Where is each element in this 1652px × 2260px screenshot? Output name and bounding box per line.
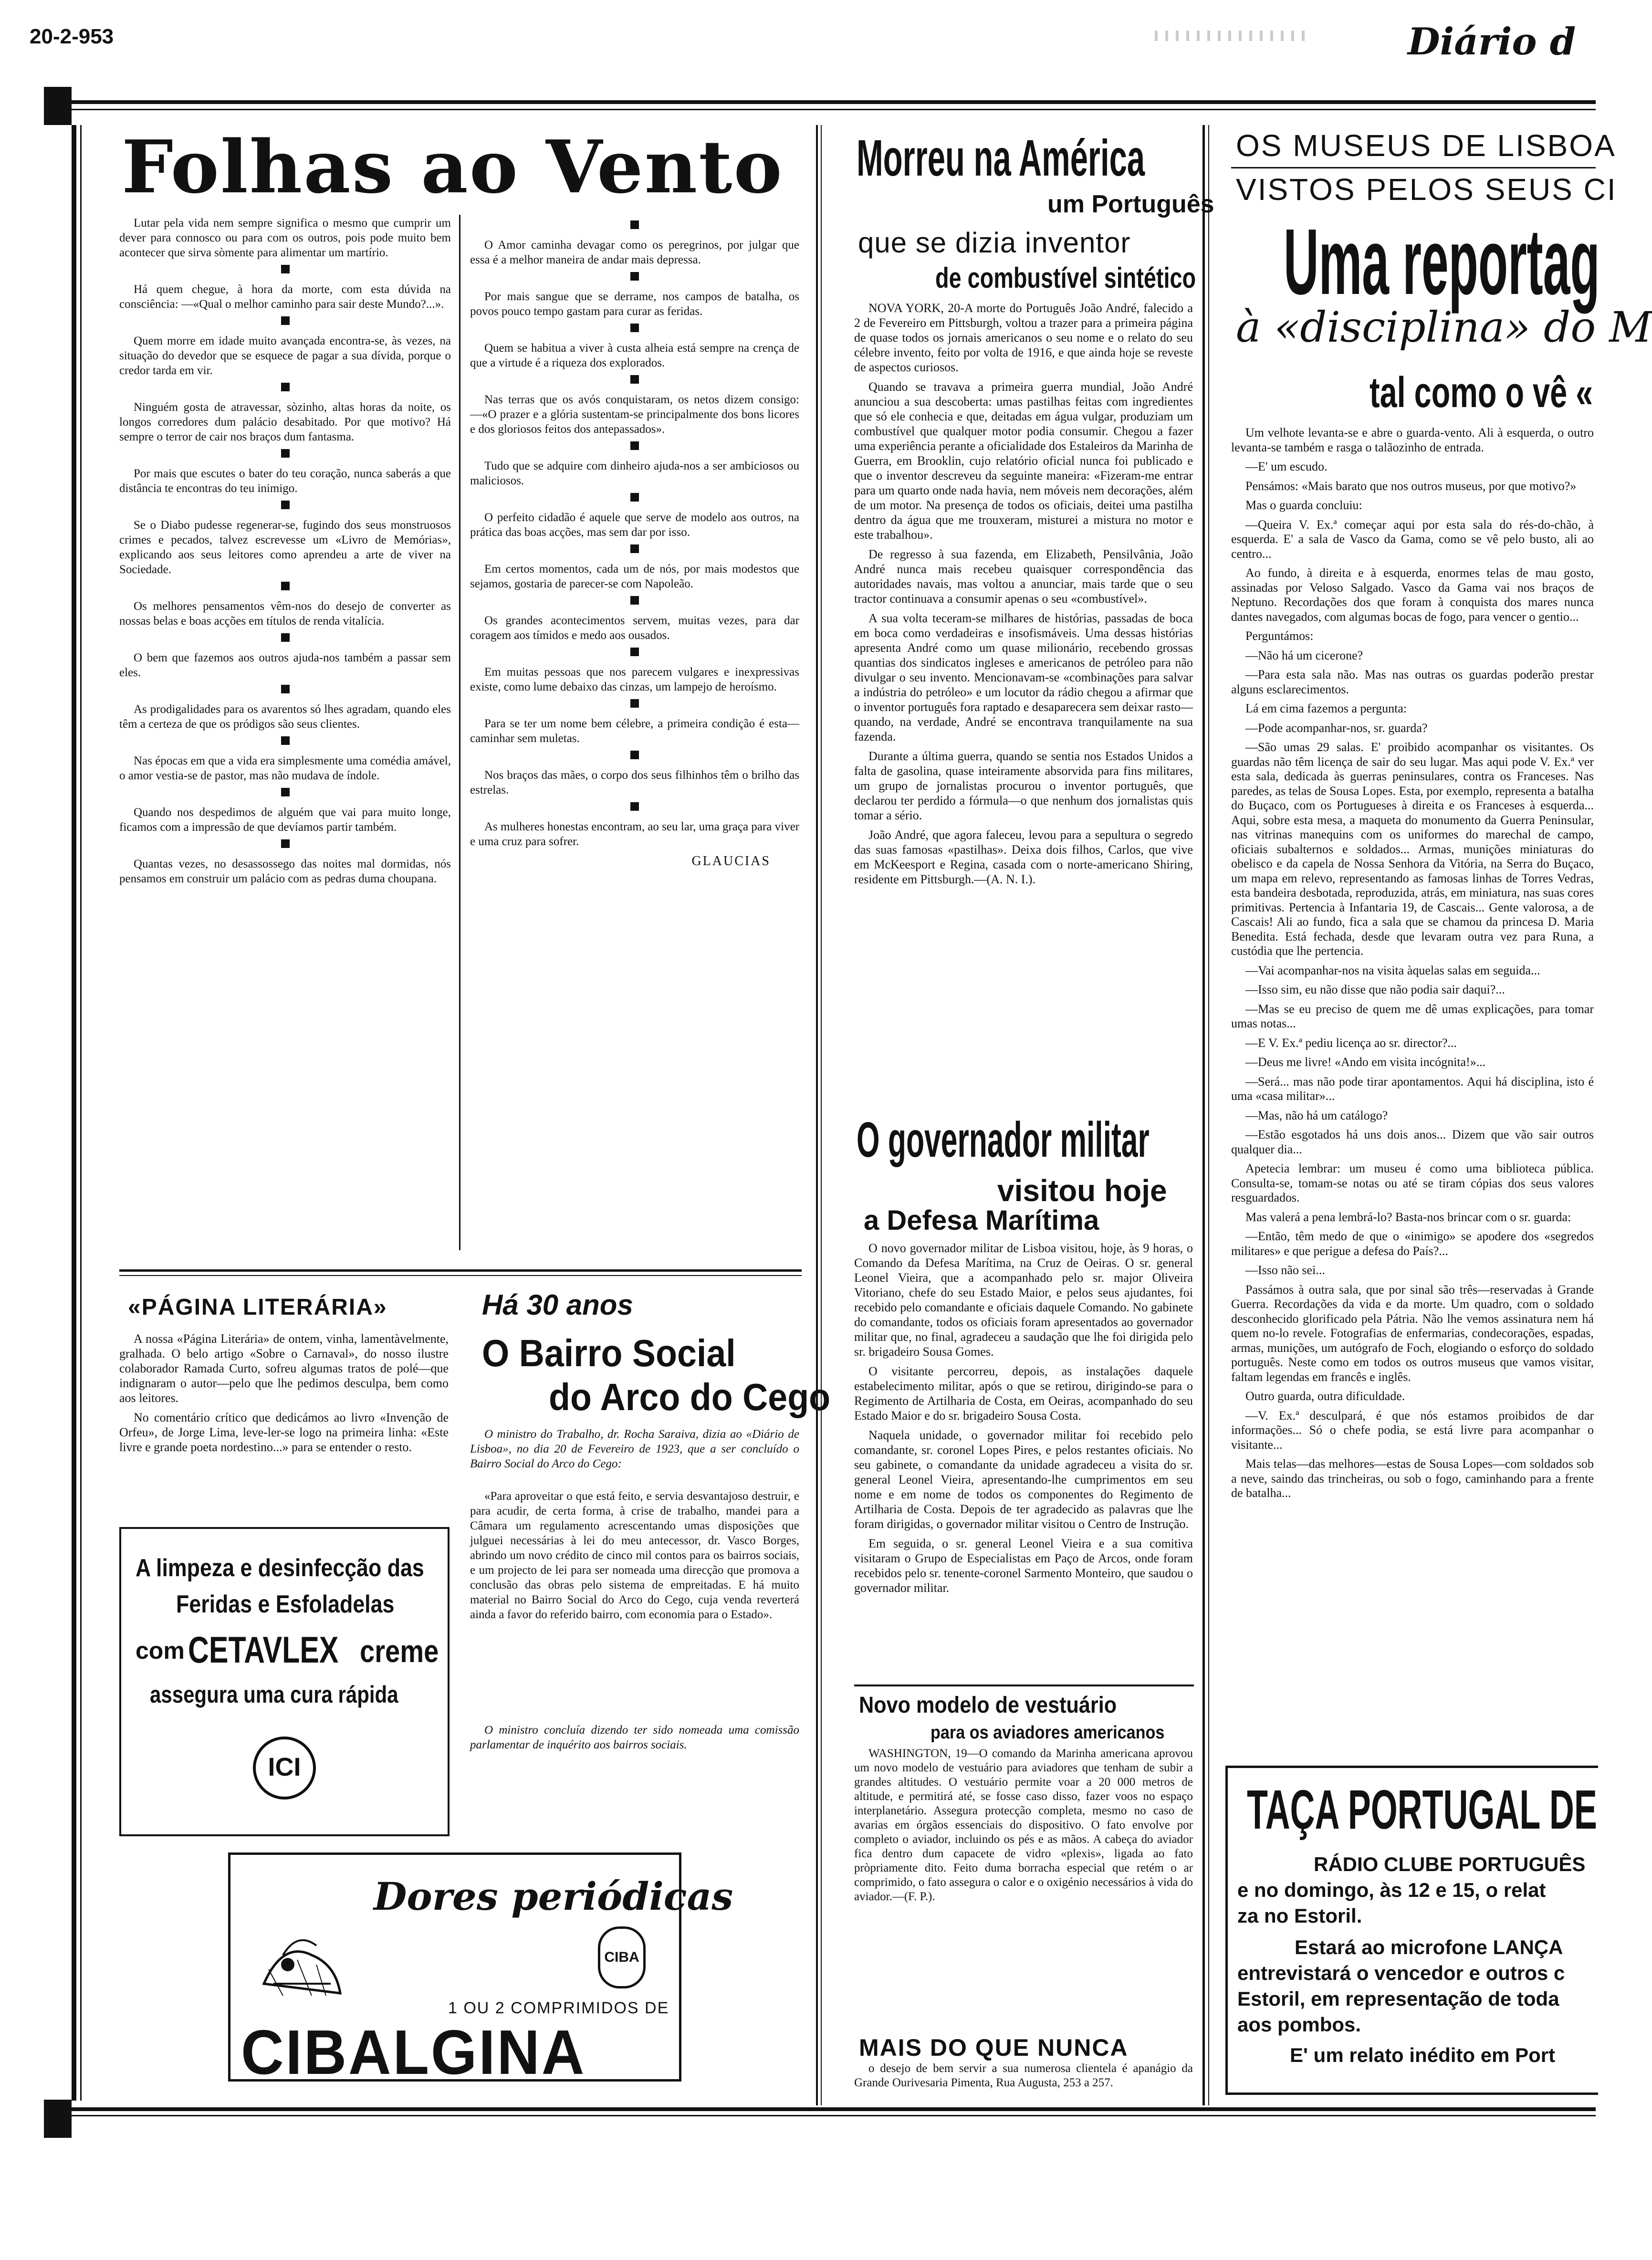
page-date: 20-2-953 xyxy=(30,25,114,48)
museus-paragraph: —V. Ex.ª desculpará, é que nós estamos proibidos de dar informações... Só o chefe podia, se está livre para acompanhar o visitante... xyxy=(1231,1408,1594,1452)
taca-line: RÁDIO CLUBE PORTUGUÊS xyxy=(1314,1853,1586,1875)
morreu-paragraph: Durante a última guerra, quando se sentia nos Estados Unidos a falta de gasolina, quase inteiramente absorvida para fins militares, um grupo de jornalistas procurou o inventor português, que declarou ter perdido a fórmula—o que nenhum dos jornalistas quis tomar a sério. xyxy=(854,749,1193,822)
morreu-paragraph: João André, que agora faleceu, levou para a sepultura o segredo das suas famosas «pastilhas». Deixa dois filhos, Carlos, que vive em McKeesport e Regina, casada com o norte-americano Shiring, residente em Pittsburgh.—(A. N. I.). xyxy=(854,828,1193,886)
trinta-quote xyxy=(470,1489,799,1627)
vestuario-subtitle: para os aviadores americanos xyxy=(931,1723,1165,1743)
governador-title: O governador militar xyxy=(857,1112,1150,1168)
museus-paragraph: —Para esta sala não. Mas nas outras os guardas poderão prestar alguns esclarecimentos. xyxy=(1231,668,1594,696)
governador-subtitle: visitou hoje xyxy=(997,1173,1167,1208)
vestuario-title: Novo modelo de vestuário xyxy=(859,1693,1117,1718)
trinta-kicker: Há 30 anos xyxy=(482,1289,633,1321)
governador-subtitle: a Defesa Marítima xyxy=(864,1205,1099,1236)
taca-line: e no domingo, às 12 e 15, o relat xyxy=(1237,1879,1546,1901)
bottom-rule-thin xyxy=(72,2115,1596,2116)
museus-paragraph: —Vai acompanhar-nos na visita àquelas salas em seguida... xyxy=(1245,963,1540,977)
museus-body xyxy=(1231,426,1594,1506)
cibalgina-script: Dores periódicas xyxy=(374,1874,733,1919)
folhas-paragraph: Por mais que escutes o bater do teu coração, nunca saberás a que distância te encontras do teu inimigo. xyxy=(119,467,451,495)
folhas-paragraph: Ninguém gosta de atravessar, sòzinho, altas horas da noite, os longos corredores dum palácio desabitado. Por que motivo? Há sempre o terror de cair nos braços dum fantasma. xyxy=(119,401,451,443)
morreu-paragraph: NOVA YORK, 20-A morte do Português João André, falecido a 2 de Fevereiro em Pittsburgh, voltou a trazer para a primeira página de quase todos os jornais americanos o seu nome e o relato do seu célebre invento, feito por volta de 1916, e que ainda hoje se reveste de aspectos curiosos. xyxy=(854,301,1193,374)
square-bullet-icon xyxy=(281,685,290,693)
trinta-outro-text: O ministro concluía dizendo ter sido nomeada uma comissão parlamentar de inquérito aos bairros sociais. xyxy=(470,1724,799,1751)
folhas-paragraph: Nos braços das mães, o corpo dos seus filhinhos têm o brilho das estrelas. xyxy=(470,769,799,796)
square-bullet-icon xyxy=(281,383,290,391)
folhas-paragraph: Tudo que se adquire com dinheiro ajuda-nos a ser ambiciosos ou maliciosos. xyxy=(470,460,799,487)
morreu-subtitle: de combustível sintético xyxy=(935,262,1196,294)
morreu-paragraph: A sua volta teceram-se milhares de histórias, passadas de boca em boca como verdadeiras e insofismáveis. Uma dessas histórias apresenta André como um quase milionário, recebendo grossas quantias dos sindicatos ingleses e americanos de petróleo para não divulgar o seu invento. Mencionavam-se «combinações para salvar a indústria do petróleo» e um locutor da rádio chegou a afirmar que o inventor português fora raptado e desaparecera sem deixar rasto—quando, na verdade, André se encontrava tranquilamente na sua fazenda. xyxy=(854,611,1193,743)
museus-kicker: OS MUSEUS DE LISBOA xyxy=(1236,128,1616,163)
folhas-paragraph: Nas épocas em que a vida era simplesmente uma comédia amável, o amor vestia-se de pastor, mas não mudava de índole. xyxy=(119,754,451,782)
museus-paragraph: Mas o guarda concluiu: xyxy=(1245,498,1362,512)
morreu-paragraph: Quando se travava a primeira guerra mundial, João André anunciou a sua descoberta: umas pastilhas feitas com ingredientes que só ele conhecia e que, deitadas em água vulgar, produziam um combustível que qualquer motor podia consumir. Chegou a fazer uma experiência perante a oficialidade dos Estaleiros da Marinha de Guerra, em Brooklin, cujo relatório oficial nunca foi publicado e que o inventor descreveu da seguinte maneira: «Fizeram-me entrar para um quarto onde nada havia, nem móveis nem decorações, além de um motor. Na presença de todos os oficiais, deitei uma pastilha dentro da água que me trouxeram, misturei a mistura no motor e este trabalhou». xyxy=(854,380,1193,542)
folhas-paragraph: O Amor caminha devagar como os peregrinos, por julgar que essa é a melhor maneira de andar mais depressa. xyxy=(470,239,799,266)
cetavlex-ad xyxy=(119,1527,450,1836)
ciba-badge-icon: CIBA xyxy=(598,1926,646,1988)
museus-subtitle: tal como o vê « xyxy=(1370,369,1593,417)
left-border-line-thin xyxy=(80,125,82,2101)
taca-title: TAÇA PORTUGAL DE xyxy=(1247,1779,1597,1841)
folhas-paragraph: Por mais sangue que se derrame, nos campos de batalha, os povos pouco tempo gastam para curar as feridas. xyxy=(470,290,799,318)
folhas-paragraph: Os melhores pensamentos vêm-nos do desejo de converter as nossas belas e boas acções em títulos de renda vitalícia. xyxy=(119,600,451,628)
column-separator xyxy=(821,125,822,2105)
museus-paragraph: Mais telas—das melhores—estas de Sousa Lopes—com soldados sob a neve, saindo das trincheiras, ou sob o fogo, caminhando para a frente de batalha... xyxy=(1231,1457,1594,1500)
masthead-dots xyxy=(1155,31,1307,41)
museus-paragraph: —Será... mas não pode tirar apontamentos. Aqui há disciplina, isto é uma «casa militar»... xyxy=(1231,1074,1594,1103)
signature: GLAUCIAS xyxy=(691,854,771,868)
square-bullet-icon xyxy=(281,633,290,642)
folhas-paragraph: Quantas vezes, no desassossego das noites mal dormidas, nós pensamos em construir um palácio com as pedras duma choupana. xyxy=(119,858,451,885)
governador-paragraph: Naquela unidade, o governador militar foi recebido pelo comandante, sr. coronel Lopes Pires, e pelos restantes oficiais. No seu gabinete, o comandante da unidade agradeceu a visita do sr. general Leonel Vieira, apresentando-lhe cumprimentos em seu nome e em nome de todos os componentes do Regimento de Artilharia de Costa. Depois de ter agradecido as palavras que lhe foram dirigidas, o governador militar visitou o Centro de Instrução. xyxy=(854,1428,1193,1531)
square-bullet-icon xyxy=(630,493,639,502)
taca-line: aos pombos. xyxy=(1237,2013,1361,2036)
museus-paragraph: —Pode acompanhar-nos, sr. guarda? xyxy=(1245,721,1428,735)
taca-line: Estoril, em representação de toda xyxy=(1237,1988,1559,2010)
taca-line: za no Estoril. xyxy=(1237,1904,1362,1927)
square-bullet-icon xyxy=(630,324,639,332)
pagina-title: «PÁGINA LITERÁRIA» xyxy=(128,1295,387,1320)
square-bullet-icon xyxy=(630,220,639,229)
museus-paragraph: Lá em cima fazemos a pergunta: xyxy=(1245,701,1407,715)
museus-paragraph: Mas valerá a pena lembrá-lo? Basta-nos brincar com o sr. guarda: xyxy=(1245,1210,1571,1224)
museus-paragraph: —Mas, não há um catálogo? xyxy=(1245,1108,1388,1122)
morreu-subtitle: que se dizia inventor xyxy=(858,227,1131,259)
square-bullet-icon xyxy=(630,751,639,759)
museus-paragraph: Passámos à outra sala, que por sinal são três—reservadas à Grande Guerra. Recordações da vida e da morte. Um quadro, com o soldado desconhecido glorificado pela Pátria. Não lhe vemos assinatura nem há quem no-lo revele. Fotografias de enfermarias, condecorações, espadas, armas, munições, um autógrafo de Foch, elogiando o esforço do soldado português. Neste como em todos os outros museus que vamos visitar, faltam legendas em francês e inglês. xyxy=(1231,1282,1594,1384)
governador-paragraph: O visitante percorreu, depois, as instalações daquele estabelecimento militar, após o que se retirou, dirigindo-se para o Regimento de Artilharia de Costa, em Oeiras, acompanhado do seu Estado Maior e do sr. brigadeiro Sousa Costa. xyxy=(854,1364,1193,1423)
top-rule-thin xyxy=(72,109,1596,110)
museus-paragraph: —Estão esgotados há uns dois anos... Dizem que vão sair outros qualquer dia... xyxy=(1231,1128,1594,1156)
trinta-quote-text: «Para aproveitar o que está feito, e servia desvantajoso destruir, e para acudir, de certa forma, à crise de trabalho, mandei para a Câmara um regulamento acrescentando umas disposições que julguei necessárias à lei do meu antecessor, dr. Vasco Borges, abrindo um novo crédito de cinco mil contos para os bairros sociais, e um projecto de lei para ser nomeada uma direcção que promova a conclusão das obras pelo sistema de empreitadas. E há muito material no Bairro Social do Arco do Cego, cuja venda reverterá ainda a favor do referido bairro, com economia para o Estado». xyxy=(470,1490,799,1621)
mais-body xyxy=(854,2061,1193,2095)
museus-paragraph: —Deus me livre! «Ando em visita incógnita!»... xyxy=(1245,1055,1486,1069)
column-separator xyxy=(816,125,818,2105)
cetavlex-line: A limpeza e desinfecção das xyxy=(136,1554,424,1582)
taca-ad xyxy=(1225,1766,1598,2095)
section-rule xyxy=(119,1269,802,1272)
square-bullet-icon xyxy=(281,736,290,745)
museus-paragraph: —Mas se eu preciso de quem me dê umas explicações, para tomar umas notas... xyxy=(1231,1002,1594,1030)
museus-paragraph: Outro guarda, outra dificuldade. xyxy=(1245,1389,1405,1403)
folhas-col-1 xyxy=(119,216,451,891)
vestuario-paragraph: WASHINGTON, 19—O comando da Marinha americana aprovou um novo modelo de vestuário para aviadores que tenham de subir a grandes altitudes. O vestuário permite voar a 20 000 metros de altitude, e permitirá até, se fosse caso disso, fazer voos no espaço interplanetário. Assegura protecção completa, mesmo no caso de avarias em órgãos essenciais do dispositivo. O fato envolve por completo o aviador, incluindo os pés e as mãos. A cabeça do aviador fica dentro dum capacete de vidro «plexis», ligada ao fato pròpriamente dito. Feito duma borracha especial que retém o ar comprimido, o fato assegura o calor e o oxigénio necessários à vida do aviador.—(F. P.). xyxy=(854,1747,1193,1903)
masthead: Diário d xyxy=(1408,20,1576,63)
museus-paragraph: —E' um escudo. xyxy=(1245,460,1328,473)
folhas-paragraph: Em certos momentos, cada um de nós, por mais modestos que sejamos, gostaria de parecer-se com Napoleão. xyxy=(470,563,799,590)
trinta-title: O Bairro Social xyxy=(482,1332,736,1374)
square-bullet-icon xyxy=(281,839,290,848)
folhas-paragraph: Quando nos despedimos de alguém que vai para muito longe, ficamos com a impressão de que devíamos partir também. xyxy=(119,806,451,834)
folhas-paragraph: As mulheres honestas encontram, ao seu lar, uma graça para viver e uma cruz para sofrer. xyxy=(470,820,799,848)
museus-paragraph: Pensámos: «Mais barato que nos outros museus, por que motivo?» xyxy=(1245,479,1577,493)
square-bullet-icon xyxy=(281,582,290,590)
vestuario-body xyxy=(854,1747,1193,1909)
square-bullet-icon xyxy=(281,449,290,458)
museus-paragraph: —São umas 29 salas. E' proibido acompanhar os visitantes. Os guardas não têm licença de sair do seu lugar. Mas aqui pode V. Ex.ª ver esta sala, dedicada às guerras peninsulares, contra os Franceses. Nas paredes, as telas de Sousa Lopes. Esta, por exemplo, representa a batalha do Buçaco, com os Portugueses à direita e os Franceses à esquerda... Aqui, sobre esta mesa, a maqueta do monumento da Guerra Peninsular, nas vitrinas manequins com os uniformes do marechal de campo, oficiais subalternos e soldados... Armas, munições miniaturas do obelisco e da capela de Nossa Senhora da Vitória, na Serra do Buçaco, um mapa em relevo, representando as famosas linhas de Torres Vedras, esta bandeira desbotada, reproduzida, atrás, em miniatura, nas suas cores primitivas. Pertencia à Infantaria 19, de Cascais... Gente valorosa, a de Cascais! Ali ao fundo, fica a sala que se chamou da princesa D. Maria Benedita. Está fechada, desde que levaram outra vez para Runa, a custódia que lhe pertencia. xyxy=(1231,740,1594,958)
trinta-title: do Arco do Cego xyxy=(549,1376,831,1418)
square-bullet-icon xyxy=(630,272,639,281)
folhas-column-rule xyxy=(459,215,460,1250)
cibalgina-illustration xyxy=(254,1912,350,2008)
governador-body xyxy=(854,1241,1193,1600)
taca-line: Estará ao microfone LANÇA xyxy=(1295,1936,1563,1958)
museus-paragraph: —Não há um cicerone? xyxy=(1245,648,1363,662)
square-bullet-icon xyxy=(281,316,290,325)
museus-paragraph: —Queira V. Ex.ª começar aqui por esta sala do rés-do-chão, à esquerda. E' a sala de Vasco da Gama, como se vê pelo busto, ali ao centro... xyxy=(1231,517,1594,561)
folhas-paragraph: O perfeito cidadão é aquele que serve de modelo aos outros, na prática das boas acções, mas sem dar por isso. xyxy=(470,511,799,539)
morreu-subtitle: um Português xyxy=(1047,190,1214,218)
cetavlex-line: creme xyxy=(360,1633,439,1669)
cetavlex-brand: CETAVLEX xyxy=(188,1629,339,1671)
left-border-line xyxy=(72,125,76,2101)
folhas-paragraph: Os grandes acontecimentos servem, muitas vezes, para dar coragem aos tímidos e medo aos ousados. xyxy=(470,614,799,642)
folhas-paragraph: As prodigalidades para os avarentos só lhes agradam, quando eles têm a certeza de que os pródigos são seus clientes. xyxy=(119,703,451,731)
museus-paragraph: —Então, têm medo de que o «inimigo» se apodere dos «segredos militares» e que perigue a defesa do País?... xyxy=(1231,1229,1594,1258)
column-separator xyxy=(1208,125,1209,2105)
museus-rule xyxy=(1231,167,1596,168)
museus-paragraph: —E V. Ex.ª pediu licença ao sr. director?... xyxy=(1245,1036,1457,1050)
pagina-body xyxy=(119,1331,449,1459)
folhas-paragraph: Lutar pela vida nem sempre significa o mesmo que cumprir um dever para connosco ou para com os outros, pois pode muito bem acontecer que sirva sòmente para alimentar um martírio. xyxy=(119,217,451,259)
governador-paragraph: Em seguida, o sr. general Leonel Vieira e a sua comitiva visitaram o Grupo de Especialistas em Paço de Arcos, onde foram recebidos pelo sr. tenente-coronel Sarmento Monteiro, que saudou o governador militar. xyxy=(854,1537,1193,1595)
folhas-paragraph: O bem que fazemos aos outros ajuda-nos também a passar sem eles. xyxy=(119,651,451,679)
top-rule xyxy=(72,100,1596,104)
square-bullet-icon xyxy=(630,544,639,553)
governador-paragraph: O novo governador militar de Lisboa visitou, hoje, às 9 horas, o Comando da Defesa Marítima, na Cruz de Oeiras. O sr. general Leonel Vieira, que a acompanhado pelo sr. major Oliveira Vitoriano, chefe do seu Estado Maior, e pelos seus ajudantes, foi recebido pelo comandante e oficiais daquele Comando. No gabinete do comandante, todos os oficiais foram apresentados ao governador militar que, no final, agradeceu a saudação que lhe foi dirigida pelo sr. brigadeiro Sousa Gomes. xyxy=(854,1241,1193,1359)
cetavlex-line: com xyxy=(136,1637,185,1664)
morreu-paragraph: De regresso à sua fazenda, em Elizabeth, Pensilvânia, João André nunca mais recebeu quaisquer correspondência das autoridades navais, mas voltou a anunciar, mais tarde que o seu tractor continuava a consumir apenas o seu «combustível». xyxy=(854,547,1193,606)
folhas-title: Folhas ao Vento xyxy=(122,124,784,209)
folhas-paragraph: Em muitas pessoas que nos parecem vulgares e inexpressivas existe, como lume debaixo das cinzas, um lampejo de heroísmo. xyxy=(470,666,799,693)
pagina-paragraph: No comentário crítico que dedicámos ao livro «Invenção de Orfeu», de Jorge Lima, leve-ler-se logo na primeira linha: «Este livre e grande poeta nordestino...» para se entender o resto. xyxy=(119,1411,449,1454)
square-bullet-icon xyxy=(281,788,290,796)
square-bullet-icon xyxy=(630,596,639,605)
pagina-paragraph: A nossa «Página Literária» de ontem, vinha, lamentàvelmente, gralhada. O belo artigo «Sobre o Carnaval», do nosso ilustre colaborador Ramada Curto, sofreu algumas tratos de polé—que indignaram o autor—pelo que lhe pedimos desculpa, bem como aos leitores. xyxy=(119,1332,449,1405)
folhas-paragraph: Nas terras que os avós conquistaram, os netos dizem consigo: —«O prazer e a glória sustentam-se principalmente dos bons licores e dos gloriosos feitos dos antepassados». xyxy=(470,393,799,436)
museus-title: Uma reportag xyxy=(1284,209,1600,314)
morreu-title: Morreu na América xyxy=(857,129,1145,187)
ici-logo-icon: ICI xyxy=(253,1737,316,1800)
taca-line: E' um relato inédito em Port xyxy=(1290,2044,1556,2066)
folhas-paragraph: Há quem chegue, à hora da morte, com esta dúvida na consciência: —«Qual o melhor caminho para sair deste Mundo?...». xyxy=(119,283,451,311)
museus-subtitle: à «disciplina» do M xyxy=(1236,303,1652,352)
bottom-rule xyxy=(72,2107,1596,2111)
square-bullet-icon xyxy=(281,265,290,273)
cibalgina-brand: CIBALGINA xyxy=(241,2017,586,2087)
museus-kicker: VISTOS PELOS SEUS CI xyxy=(1236,172,1617,207)
folhas-paragraph: Se o Diabo pudesse regenerar-se, fugindo dos seus monstruosos crimes e pecados, talvez escrevesse um «Livro de Memórias», explicando aos seus leitores como aprendeu a arte de viver na Sociedade. xyxy=(119,519,451,576)
column-separator xyxy=(1202,125,1205,2105)
morreu-body xyxy=(854,301,1193,891)
museus-paragraph: —Isso não sei... xyxy=(1245,1263,1325,1277)
cibalgina-small: 1 OU 2 COMPRIMIDOS DE xyxy=(448,1999,669,2017)
square-bullet-icon xyxy=(630,441,639,450)
cetavlex-line: assegura uma cura rápida xyxy=(150,1681,398,1708)
museus-paragraph: Apetecia lembrar: um museu é como uma biblioteca pública. Consulta-se, tomam-se notas ou até se tiram cópias dos seus valores resguardados. xyxy=(1231,1161,1594,1204)
left-border-block xyxy=(44,87,72,125)
museus-paragraph: Ao fundo, à direita e à esquerda, enormes telas de mau gosto, assinadas por Veloso Salgado. Vasco da Gama vai nos braços de Neptuno. Recordações dos que foram à conquista dos mares nunca dantes navegados, com algumas bocas de fogo, para vencer o gentio... xyxy=(1231,566,1594,624)
folhas-col-2 xyxy=(470,216,799,868)
folhas-paragraph: Para se ter um nome bem célebre, a primeira condição é esta—caminhar sem muletas. xyxy=(470,717,799,745)
cibalgina-ad xyxy=(228,1852,733,2087)
museus-paragraph: Um velhote levanta-se e abre o guarda-vento. Ali à esquerda, o outro levanta-se também e rasga o talãozinho de entrada. xyxy=(1231,426,1594,454)
square-bullet-icon xyxy=(630,375,639,384)
trinta-intro xyxy=(470,1427,799,1476)
trinta-outro xyxy=(470,1723,799,1757)
square-bullet-icon xyxy=(630,648,639,656)
square-bullet-icon xyxy=(281,501,290,509)
museus-paragraph: —Isso sim, eu não disse que não podia sair daqui?... xyxy=(1245,983,1505,996)
section-rule xyxy=(854,1685,1194,1686)
folhas-paragraph: Quem se habitua a viver à custa alheia está sempre na crença de que a virtude é a riqueza dos explorados. xyxy=(470,342,799,369)
museus-paragraph: Perguntámos: xyxy=(1245,629,1314,643)
square-bullet-icon xyxy=(630,802,639,811)
folhas-paragraph: Quem morre em idade muito avançada encontra-se, às vezes, na situação do devedor que se esquece de pagar a sua dívida, porque o credor tarda em vir. xyxy=(119,335,451,377)
cetavlex-line: Feridas e Esfoladelas xyxy=(176,1590,395,1618)
section-rule-thin xyxy=(119,1275,802,1276)
mais-paragraph: o desejo de bem servir a sua numerosa clientela é apanágio da Grande Ourivesaria Pimenta, Rua Augusta, 253 a 257. xyxy=(854,2062,1193,2089)
taca-line: entrevistará o vencedor e outros c xyxy=(1237,1962,1565,1984)
left-border-block xyxy=(44,2100,72,2138)
trinta-intro-text: O ministro do Trabalho, dr. Rocha Saraiva, dizia ao «Diário de Lisboa», no dia 20 de Fevereiro de 1923, que a ser concluído o Bairro Social do Arco do Cego: xyxy=(470,1428,799,1470)
square-bullet-icon xyxy=(630,699,639,708)
mais-title: MAIS DO QUE NUNCA xyxy=(859,2034,1129,2061)
